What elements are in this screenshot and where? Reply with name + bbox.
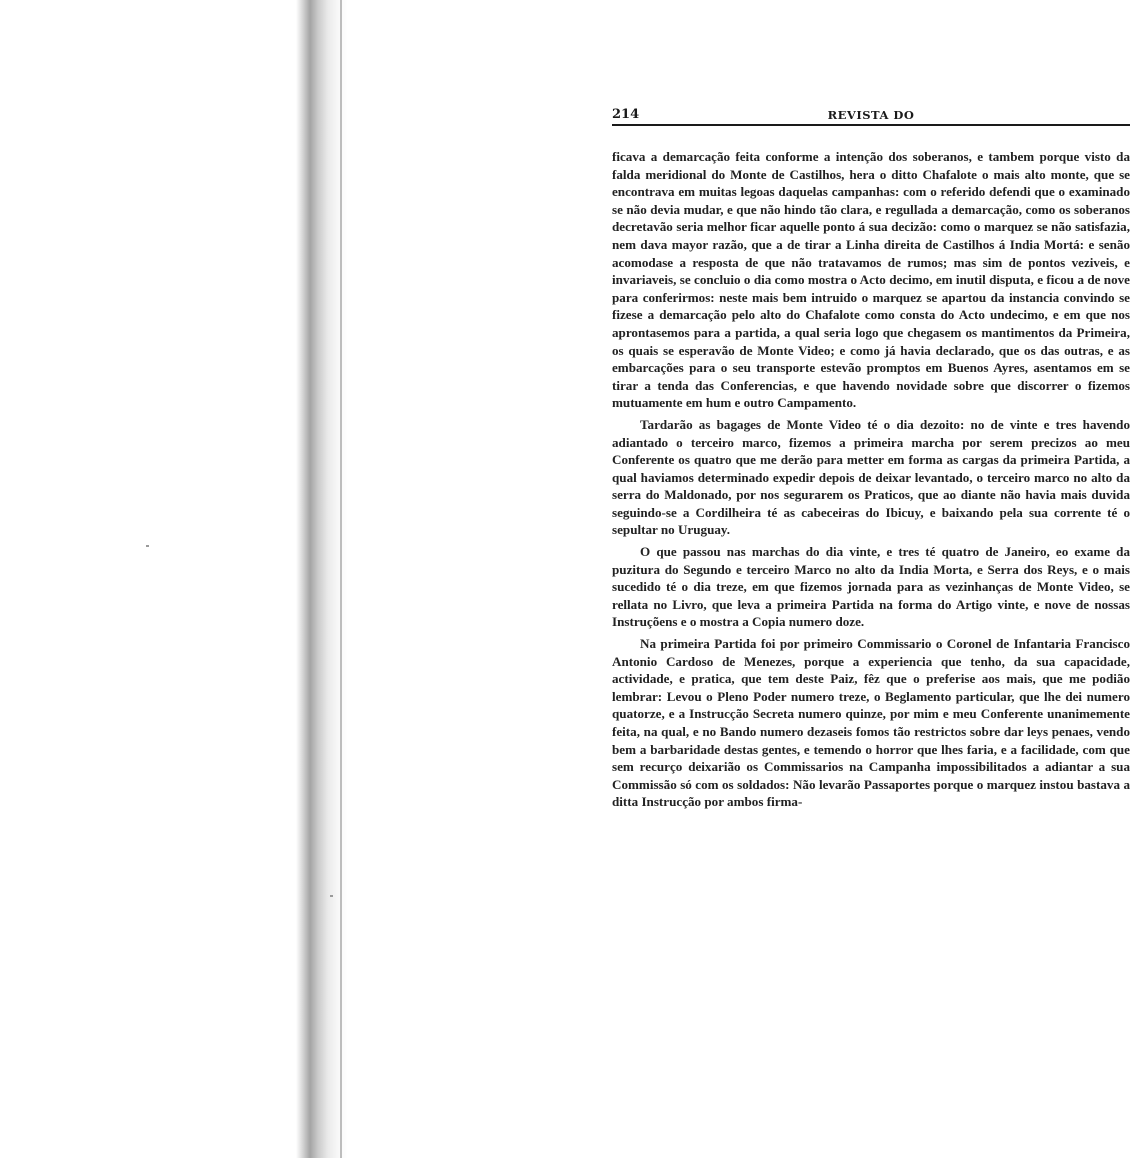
paragraph: O que passou nas marchas do dia vinte, e tres té quatro de Janeiro, eo exame da puzitura do Segundo e terceiro Marco no alto da India Morta, e Serra dos Reys, e o mais sucedido té o dia treze, em que fizemos jornada para as vezinhanças de Monte Video, se rellata no Livro, que leva a primeira Partida na forma do Artigo vinte, e nove de nossas Instruçõens e o mostra a Copia numero doze. (612, 544, 1130, 630)
body-text (612, 148, 1130, 811)
running-head (612, 104, 1130, 126)
binding-edge-line (340, 0, 342, 1158)
page-number: 214 (612, 107, 640, 122)
paragraph: ficava a demarcação feita conforme a intenção dos soberanos, e tambem porque visto da falda meridional do Monte de Castilhos, hera o ditto Chafalote o mais alto monte, que se encontrava em muitas legoas daquelas campanhas: com o referido defendi que o examinado se não devia mudar, e que não hindo tão clara, e regullada a demarcação, como os soberanos decretavão seria melhor ficar aquelle ponto á sua decizão: como o marquez se não satisfazia, nem dava mayor razão, que a de tirar a Linha direita de Castilhos á India Mortá: e senão acomodase a resposta de que não tratavamos de rumos; mas sim de pontos veziveis, e invariaveis, se concluio o dia como mostra o Acto decimo, em inutil disputa, e ficou a de nove para conferirmos: neste mais bem intruido o marquez se apartou da instancia convindo se fizese a demarcação pelo alto do Chafalote como consta do Acto undecimo, e em que nos aprontasemos para a partida, a qual seria logo que chegasem os mantimentos da Primeira, os quais se esperavão de Monte Video; e como já havia declarado, que os das outras, e as embarcações para o seu transporte estevão promptos em Buenos Ayres, asentamos em se tirar a tenda das Conferencias, e que havendo novidade sobre que discorrer o fizemos mutuamente em hum e outro Campamento. (612, 149, 1130, 411)
running-title: REVISTA DO (827, 108, 915, 122)
book-page (612, 104, 1130, 815)
paragraph: Na primeira Partida foi por primeiro Commissario o Coronel de Infantaria Francisco Antonio Cardoso de Menezes, porque a experiencia que tenho, da sua capacidade, actividade, e pratica, que tem deste Paiz, fêz que o preferise aos mais, que me podião lembrar: Levou o Pleno Poder numero treze, o Beglamento particular, que lhe dei numero quatorze, e a Instrucção Secreta numero quinze, por mim e meu Conferente unanimemente feita, na qual, e no Bando numero dezaseis fomos tão restrictos sobre dar leys penaes, vendo bem a barbaridade destas gentes, e temendo o horror que lhes faria, e a facilidade, com que sem recurço deixarião os Commissarios na Campanha impossibilitados a adiantar a sua Commissão só com os soldados: Não levarão Passaportes porque o marquez instou bastava a ditta Instrucção por ambos firma- (612, 636, 1130, 810)
paragraph: Tardarão as bagages de Monte Video té o dia dezoito: no de vinte e tres havendo adiantado o terceiro marco, fizemos a primeira marcha por serem precizos ao meu Conferente os quatro que me derão para metter em forma as cargas da primeira Partida, a qual haviamos determinado expedir depois de deixar levantado, o terceiro marco no alto da serra do Maldonado, por nos segurarem os Praticos, que ao diante não havia mais duvida seguindo-se a Cordilheira té as cabeceiras do Ibicuy, e baixando pela sua corrente té o sepultar no Uruguay. (612, 416, 1130, 538)
scan-speck (146, 545, 149, 547)
scan-speck (330, 895, 333, 897)
